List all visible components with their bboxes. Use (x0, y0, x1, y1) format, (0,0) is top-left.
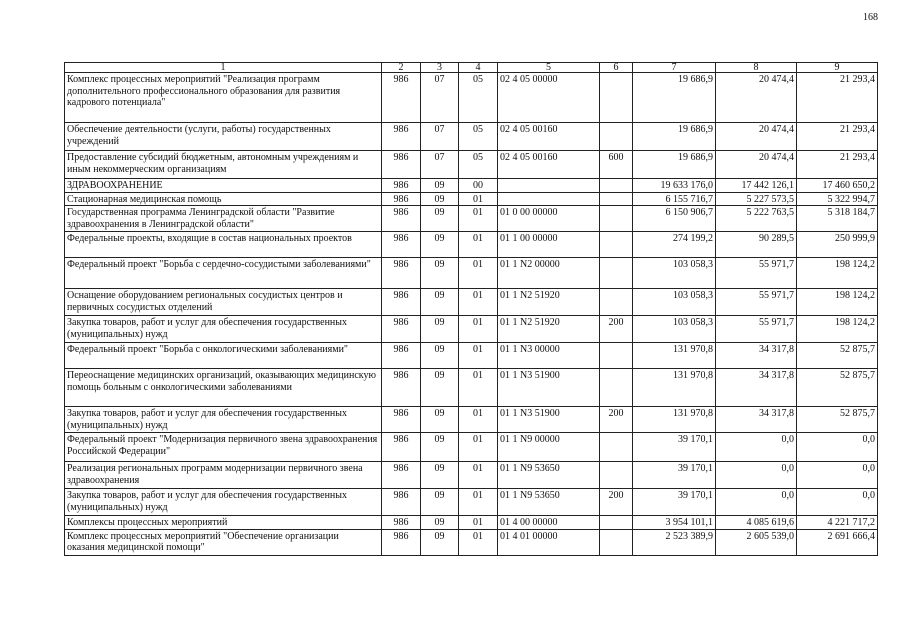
ministry-code: 986 (382, 192, 421, 206)
table-row (65, 73, 878, 123)
subsection-code: 01 (459, 192, 498, 206)
table-row (65, 289, 878, 316)
column-number: 8 (716, 63, 797, 73)
amount-year-1: 131 970,8 (633, 407, 716, 433)
amount-year-2: 55 971,7 (716, 258, 797, 289)
amount-year-3: 21 293,4 (797, 123, 878, 151)
ministry-code: 986 (382, 462, 421, 489)
amount-year-2: 0,0 (716, 433, 797, 462)
amount-year-2: 2 605 539,0 (716, 529, 797, 555)
expense-type-code (600, 206, 633, 232)
expense-type-code (600, 529, 633, 555)
amount-year-3: 2 691 666,4 (797, 529, 878, 555)
amount-year-1: 103 058,3 (633, 289, 716, 316)
subsection-code: 01 (459, 206, 498, 232)
amount-year-3: 52 875,7 (797, 369, 878, 407)
amount-year-3: 198 124,2 (797, 316, 878, 343)
table-row (65, 232, 878, 258)
subsection-code: 05 (459, 151, 498, 179)
section-code: 09 (421, 529, 459, 555)
amount-year-3: 5 318 184,7 (797, 206, 878, 232)
target-item-code: 01 1 00 00000 (498, 232, 600, 258)
subsection-code: 01 (459, 258, 498, 289)
expense-type-code (600, 462, 633, 489)
amount-year-1: 6 155 716,7 (633, 192, 716, 206)
amount-year-1: 19 686,9 (633, 123, 716, 151)
page-number: 168 (863, 12, 878, 23)
ministry-code: 986 (382, 407, 421, 433)
column-number: 3 (421, 63, 459, 73)
expense-type-code (600, 369, 633, 407)
expense-type-code (600, 232, 633, 258)
amount-year-2: 20 474,4 (716, 123, 797, 151)
table-row (65, 206, 878, 232)
expense-type-code: 200 (600, 489, 633, 516)
amount-year-2: 5 222 763,5 (716, 206, 797, 232)
expense-type-code (600, 289, 633, 316)
subsection-code: 01 (459, 529, 498, 555)
section-code: 09 (421, 289, 459, 316)
row-name: Комплекс процессных мероприятий "Реализация программ дополнительного профессионального образования для развития кадрового потенциала" (65, 73, 382, 123)
row-name: Федеральный проект "Борьба с сердечно-сосудистыми заболеваниями" (65, 258, 382, 289)
row-name: Федеральный проект "Модернизация первичного звена здравоохранения Российской Федерации" (65, 433, 382, 462)
table-row (65, 151, 878, 179)
column-number: 5 (498, 63, 600, 73)
target-item-code: 02 4 05 00000 (498, 73, 600, 123)
amount-year-1: 19 686,9 (633, 151, 716, 179)
target-item-code: 01 1 N2 00000 (498, 258, 600, 289)
row-name: Предоставление субсидий бюджетным, автономным учреждениям и иным некоммерческим организациям (65, 151, 382, 179)
table-row (65, 316, 878, 343)
expense-type-code: 200 (600, 407, 633, 433)
expense-type-code (600, 258, 633, 289)
table-row (65, 258, 878, 289)
subsection-code: 01 (459, 289, 498, 316)
row-name: Стационарная медицинская помощь (65, 192, 382, 206)
table-row (65, 123, 878, 151)
row-name: Оснащение оборудованием региональных сосудистых центров и первичных сосудистых отделений (65, 289, 382, 316)
table-row (65, 343, 878, 369)
row-name: Обеспечение деятельности (услуги, работы) государственных учреждений (65, 123, 382, 151)
target-item-code: 01 1 N3 00000 (498, 343, 600, 369)
amount-year-3: 198 124,2 (797, 258, 878, 289)
subsection-code: 01 (459, 232, 498, 258)
ministry-code: 986 (382, 433, 421, 462)
amount-year-2: 55 971,7 (716, 316, 797, 343)
target-item-code: 01 1 N9 00000 (498, 433, 600, 462)
amount-year-2: 5 227 573,5 (716, 192, 797, 206)
amount-year-2: 17 442 126,1 (716, 179, 797, 193)
table-row (65, 516, 878, 530)
subsection-code: 00 (459, 179, 498, 193)
target-item-code: 01 1 N2 51920 (498, 289, 600, 316)
amount-year-3: 250 999,9 (797, 232, 878, 258)
table-row (65, 433, 878, 462)
table-row (65, 369, 878, 407)
section-code: 09 (421, 433, 459, 462)
row-name: Государственная программа Ленинградской области "Развитие здравоохранения в Ленинградской области" (65, 206, 382, 232)
column-number: 2 (382, 63, 421, 73)
target-item-code: 01 4 00 00000 (498, 516, 600, 530)
row-name: Закупка товаров, работ и услуг для обеспечения государственных (муниципальных) нужд (65, 316, 382, 343)
expense-type-code (600, 73, 633, 123)
subsection-code: 01 (459, 407, 498, 433)
section-code: 09 (421, 343, 459, 369)
amount-year-1: 3 954 101,1 (633, 516, 716, 530)
amount-year-2: 20 474,4 (716, 151, 797, 179)
section-code: 09 (421, 206, 459, 232)
section-code: 09 (421, 258, 459, 289)
amount-year-2: 0,0 (716, 489, 797, 516)
amount-year-2: 34 317,8 (716, 369, 797, 407)
expense-type-code (600, 123, 633, 151)
ministry-code: 986 (382, 73, 421, 123)
amount-year-3: 198 124,2 (797, 289, 878, 316)
target-item-code: 01 0 00 00000 (498, 206, 600, 232)
expense-type-code (600, 516, 633, 530)
table-row (65, 192, 878, 206)
ministry-code: 986 (382, 516, 421, 530)
expense-type-code: 200 (600, 316, 633, 343)
amount-year-2: 34 317,8 (716, 407, 797, 433)
amount-year-2: 55 971,7 (716, 289, 797, 316)
target-item-code: 02 4 05 00160 (498, 123, 600, 151)
ministry-code: 986 (382, 206, 421, 232)
subsection-code: 01 (459, 369, 498, 407)
ministry-code: 986 (382, 343, 421, 369)
ministry-code: 986 (382, 151, 421, 179)
amount-year-1: 274 199,2 (633, 232, 716, 258)
target-item-code: 01 1 N3 51900 (498, 407, 600, 433)
amount-year-2: 34 317,8 (716, 343, 797, 369)
section-code: 09 (421, 232, 459, 258)
amount-year-1: 2 523 389,9 (633, 529, 716, 555)
target-item-code (498, 192, 600, 206)
section-code: 09 (421, 407, 459, 433)
ministry-code: 986 (382, 316, 421, 343)
expense-type-code (600, 433, 633, 462)
ministry-code: 986 (382, 123, 421, 151)
subsection-code: 05 (459, 73, 498, 123)
row-name: Федеральный проект "Борьба с онкологическими заболеваниями" (65, 343, 382, 369)
amount-year-1: 103 058,3 (633, 258, 716, 289)
table-row (65, 489, 878, 516)
amount-year-3: 52 875,7 (797, 343, 878, 369)
amount-year-1: 19 686,9 (633, 73, 716, 123)
target-item-code: 01 4 01 00000 (498, 529, 600, 555)
table-row (65, 179, 878, 193)
section-code: 07 (421, 151, 459, 179)
amount-year-3: 0,0 (797, 489, 878, 516)
target-item-code: 01 1 N2 51920 (498, 316, 600, 343)
amount-year-1: 131 970,8 (633, 343, 716, 369)
target-item-code: 01 1 N9 53650 (498, 489, 600, 516)
ministry-code: 986 (382, 179, 421, 193)
row-name: Переоснащение медицинских организаций, оказывающих медицинскую помощь больным с онкологическими заболеваниями (65, 369, 382, 407)
amount-year-2: 90 289,5 (716, 232, 797, 258)
section-code: 09 (421, 516, 459, 530)
column-number: 1 (65, 63, 382, 73)
amount-year-3: 5 322 994,7 (797, 192, 878, 206)
amount-year-1: 6 150 906,7 (633, 206, 716, 232)
row-name: Комплекс процессных мероприятий "Обеспечение организации оказания медицинской помощи" (65, 529, 382, 555)
amount-year-1: 39 170,1 (633, 489, 716, 516)
section-code: 09 (421, 316, 459, 343)
row-name: Федеральные проекты, входящие в состав национальных проектов (65, 232, 382, 258)
column-number: 9 (797, 63, 878, 73)
subsection-code: 01 (459, 462, 498, 489)
ministry-code: 986 (382, 529, 421, 555)
section-code: 09 (421, 462, 459, 489)
subsection-code: 01 (459, 516, 498, 530)
target-item-code: 01 1 N9 53650 (498, 462, 600, 489)
ministry-code: 986 (382, 289, 421, 316)
target-item-code: 01 1 N3 51900 (498, 369, 600, 407)
expense-type-code (600, 343, 633, 369)
subsection-code: 05 (459, 123, 498, 151)
target-item-code (498, 179, 600, 193)
amount-year-3: 21 293,4 (797, 151, 878, 179)
column-number: 6 (600, 63, 633, 73)
amount-year-3: 4 221 717,2 (797, 516, 878, 530)
ministry-code: 986 (382, 232, 421, 258)
expense-type-code: 600 (600, 151, 633, 179)
amount-year-2: 4 085 619,6 (716, 516, 797, 530)
row-name: Закупка товаров, работ и услуг для обеспечения государственных (муниципальных) нужд (65, 489, 382, 516)
target-item-code: 02 4 05 00160 (498, 151, 600, 179)
budget-table (64, 62, 878, 556)
amount-year-1: 19 633 176,0 (633, 179, 716, 193)
column-number: 7 (633, 63, 716, 73)
section-code: 09 (421, 489, 459, 516)
amount-year-2: 20 474,4 (716, 73, 797, 123)
table-row (65, 462, 878, 489)
row-name: Закупка товаров, работ и услуг для обеспечения государственных (муниципальных) нужд (65, 407, 382, 433)
ministry-code: 986 (382, 489, 421, 516)
ministry-code: 986 (382, 258, 421, 289)
amount-year-1: 39 170,1 (633, 433, 716, 462)
section-code: 09 (421, 369, 459, 407)
section-code: 09 (421, 179, 459, 193)
section-code: 07 (421, 123, 459, 151)
expense-type-code (600, 192, 633, 206)
table-row (65, 407, 878, 433)
section-code: 09 (421, 192, 459, 206)
amount-year-3: 0,0 (797, 462, 878, 489)
subsection-code: 01 (459, 316, 498, 343)
expense-type-code (600, 179, 633, 193)
amount-year-3: 21 293,4 (797, 73, 878, 123)
amount-year-3: 0,0 (797, 433, 878, 462)
subsection-code: 01 (459, 343, 498, 369)
row-name: Комплексы процессных мероприятий (65, 516, 382, 530)
amount-year-3: 17 460 650,2 (797, 179, 878, 193)
amount-year-1: 39 170,1 (633, 462, 716, 489)
section-code: 07 (421, 73, 459, 123)
amount-year-2: 0,0 (716, 462, 797, 489)
column-number: 4 (459, 63, 498, 73)
row-name: ЗДРАВООХРАНЕНИЕ (65, 179, 382, 193)
amount-year-3: 52 875,7 (797, 407, 878, 433)
ministry-code: 986 (382, 369, 421, 407)
subsection-code: 01 (459, 433, 498, 462)
column-number-row (65, 63, 878, 73)
row-name: Реализация региональных программ модернизации первичного звена здравоохранения (65, 462, 382, 489)
amount-year-1: 131 970,8 (633, 369, 716, 407)
amount-year-1: 103 058,3 (633, 316, 716, 343)
subsection-code: 01 (459, 489, 498, 516)
table-row (65, 529, 878, 555)
